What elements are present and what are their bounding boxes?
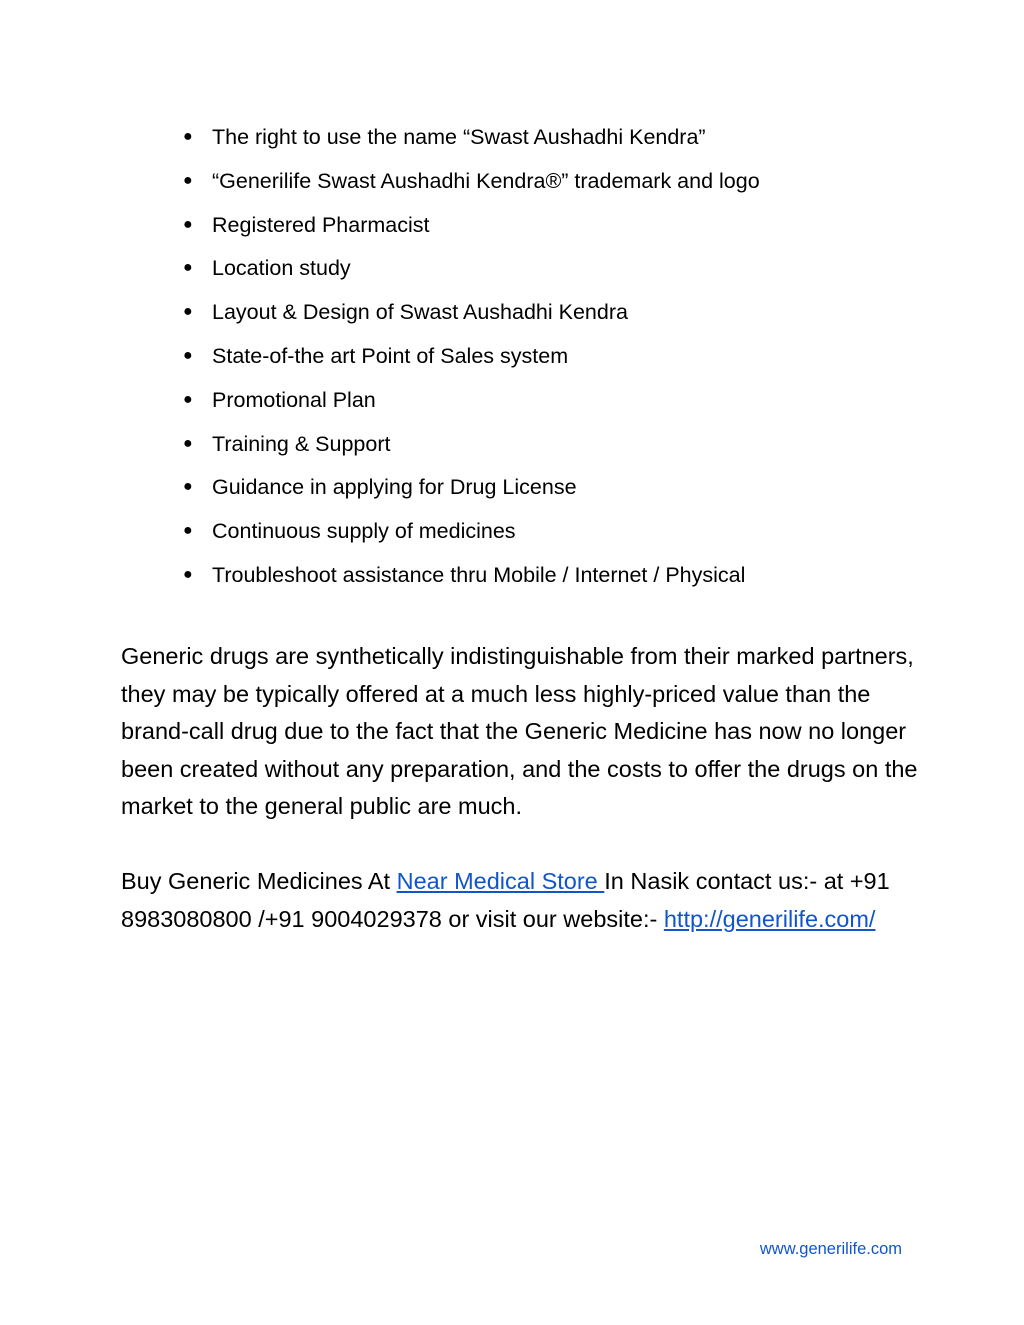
feature-bullet-list — [183, 119, 760, 601]
bullet-icon: ● — [183, 128, 193, 145]
bullet-item — [183, 469, 760, 513]
bullet-icon: ● — [183, 434, 193, 452]
bullet-icon: ● — [183, 390, 193, 408]
contact-paragraph — [121, 863, 921, 938]
bullet-item — [183, 426, 760, 470]
bullet-item — [183, 250, 760, 294]
bullet-text: Location study — [212, 256, 351, 281]
bullet-item — [183, 119, 760, 163]
bullet-text: Registered Pharmacist — [212, 212, 430, 237]
bullet-item — [183, 513, 760, 557]
bullet-text: Layout & Design of Swast Aushadhi Kendra — [212, 300, 628, 325]
bullet-icon: ● — [183, 259, 193, 277]
bullet-icon: ● — [183, 303, 193, 321]
bullet-item — [183, 207, 760, 251]
bullet-icon: ● — [183, 565, 193, 583]
bullet-text: “Generilife Swast Aushadhi Kendra®” trademark and logo — [212, 168, 760, 193]
contact-prefix-text: Buy Generic Medicines At — [121, 868, 397, 894]
bullet-icon: ● — [183, 522, 193, 540]
generic-drugs-paragraph: Generic drugs are synthetically indistinguishable from their marked partners, they may be typically offered at a much less highly-priced value than the brand-call drug due to the fact that the Generic Medicine has now no longer been created without any preparation, and the costs to offer the drugs on the market to the general public are much. — [121, 643, 918, 820]
bullet-text: Guidance in applying for Drug License — [212, 475, 577, 500]
bullet-icon: ● — [183, 346, 193, 364]
bullet-item — [183, 382, 760, 426]
bullet-text: Continuous supply of medicines — [212, 519, 516, 544]
bullet-text: Troubleshoot assistance thru Mobile / Internet / Physical — [212, 562, 746, 587]
bullet-icon: ● — [183, 478, 193, 496]
website-link[interactable]: http://generilife.com/ — [663, 905, 876, 932]
bullet-icon: ● — [183, 171, 193, 189]
bullet-item — [183, 294, 760, 338]
bullet-item — [183, 163, 760, 207]
bullet-text: State-of-the art Point of Sales system — [212, 343, 569, 368]
bullet-icon: ● — [183, 215, 193, 233]
bullet-item — [183, 338, 760, 382]
bullet-text: The right to use the name “Swast Aushadhi Kendra” — [212, 125, 706, 149]
bullet-text: Training & Support — [212, 431, 391, 456]
bullet-item — [183, 557, 760, 601]
footer-website-url[interactable]: www.generilife.com — [759, 1240, 902, 1258]
bullet-text: Promotional Plan — [212, 387, 376, 412]
near-medical-store-link[interactable]: Near Medical Store — [396, 868, 605, 894]
contact-details-text: In Nasik contact us:- at +91 8983080800 /+91 9004029378 or visit our website:- — [121, 868, 890, 932]
